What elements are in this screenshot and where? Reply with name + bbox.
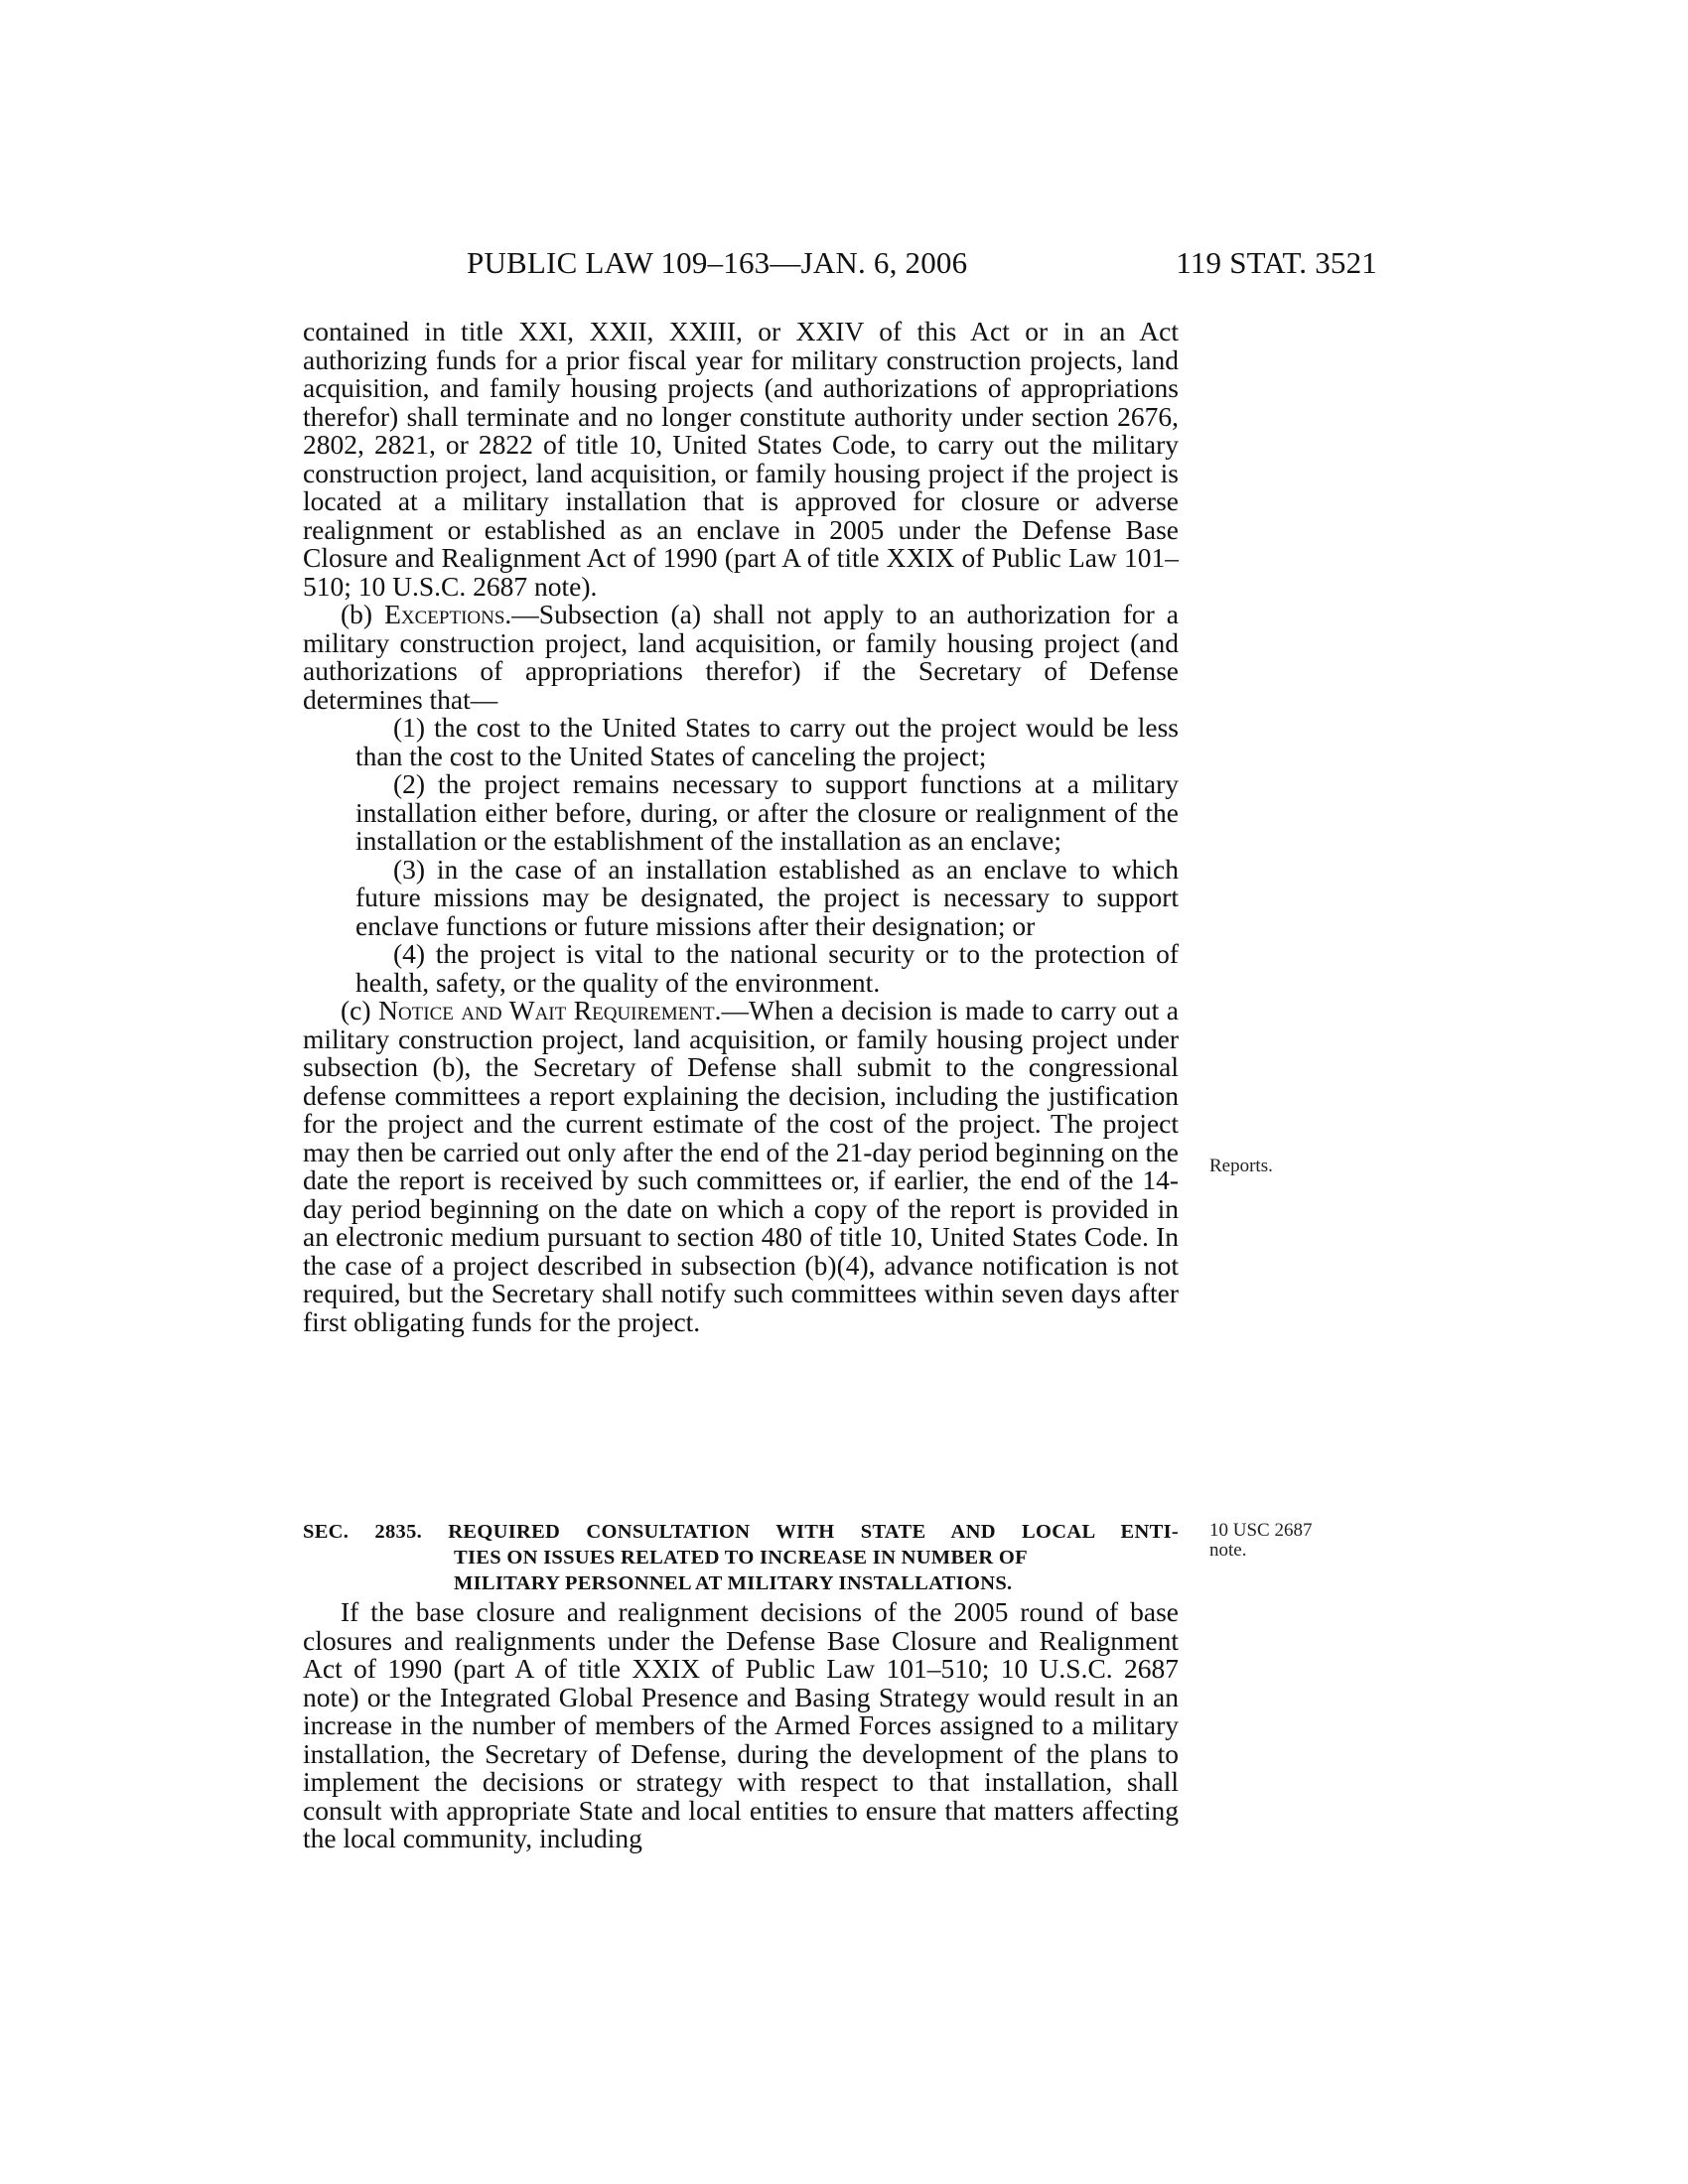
subsection-c-text: .—When a decision is made to carry out a military construction project, land acquisition, or family housing project under subsection (b), the Secretary of Defense shall submit to the congressional defense committees a report explaining the decision, including the justification for the project and the current estimate of the cost of the project. The project may then be carried out only after the end of the 21-day period beginning on the date the report is received by such committees or, if earlier, the end of the 14-day period beginning on the date on which a copy of the report is provided in an electronic medium pursuant to section 480 of title 10, United States Code. In the case of a project described in subsection (b)(4), advance notification is not required, but the Secretary shall notify such committees within seven days after first obligating funds for the project. bbox=[303, 995, 1180, 1337]
continued-paragraph: contained in title XXI, XXII, XXIII, or XXIV of this Act or in an Act authorizing funds for a prior fiscal year for military construction projects, land acquisition, and family housing projects (and authorizations of appropriations therefor) shall terminate and no longer constitute authority under section 2676, 2802, 2821, or 2822 of title 10, United States Code, to carry out the military construction project, land acquisition, or family housing project if the project is located at a military installation that is approved for closure or adverse realignment or established as an enclave in 2005 under the Defense Base Closure and Realignment Act of 1990 (part A of title XXIX of Public Law 101–510; 10 U.S.C. 2687 note). bbox=[303, 316, 1179, 602]
section-2835-heading-line2: TIES ON ISSUES RELATED TO INCREASE IN NUMBER OF bbox=[454, 1547, 1028, 1569]
running-header-title: PUBLIC LAW 109–163—JAN. 6, 2006 bbox=[467, 245, 968, 280]
body-text-bottom bbox=[303, 1598, 1179, 1853]
running-header-stat-page: 119 STAT. 3521 bbox=[1176, 245, 1377, 280]
section-2835-heading-line1: SEC. 2835. REQUIRED CONSULTATION WITH STATE AND LOCAL ENTI- bbox=[303, 1521, 1179, 1543]
section-2835-text: If the base closure and realignment decisions of the 2005 round of base closures and realignments under the Defense Base Closure and Realignment Act of 1990 (part A of title XXIX of Public Law 101–510; 10 U.S.C. 2687 note) or the Integrated Global Presence and Basing Strategy would result in an increase in the number of members of the Armed Forces assigned to a military installation, the Secretary of Defense, during the development of the plans to implement the decisions or strategy with respect to that installation, shall consult with appropriate State and local entities to ensure that matters affecting the local community, including bbox=[303, 1596, 1179, 1853]
subsection-c-heading: Notice and Wait Requirement bbox=[378, 995, 715, 1025]
subsection-b bbox=[303, 601, 1179, 714]
subsection-c bbox=[303, 997, 1179, 1336]
paragraph-3: (3) in the case of an installation established as an enclave to which future missions may be designated, the project is necessary to support enclave functions or future missions after their designation; or bbox=[355, 853, 1179, 941]
section-2835-heading bbox=[303, 1519, 1179, 1596]
margin-note-usc-note: note. bbox=[1209, 1540, 1247, 1561]
subsection-b-text: .—Subsection (a) shall not apply to an authorization for a military construction project, land acquisition, or family housing project (and authorizations of appropriations therefor) if the Secretary of Defense determines that— bbox=[303, 599, 1179, 715]
margin-note-usc-citation: 10 USC 2687 bbox=[1209, 1520, 1313, 1541]
body-text-top bbox=[303, 318, 1179, 1336]
paragraph-4: (4) the project is vital to the national security or to the protection of health, safety, or the quality of the environment. bbox=[355, 938, 1179, 998]
subsection-b-label: (b) bbox=[341, 599, 385, 629]
section-2835-heading-line3: MILITARY PERSONNEL AT MILITARY INSTALLATIONS. bbox=[454, 1572, 1013, 1594]
margin-note-usc bbox=[1209, 1521, 1312, 1561]
paragraph-1: (1) the cost to the United States to carry out the project would be less than the cost to the United States of canceling the project; bbox=[355, 712, 1179, 771]
margin-note-reports: Reports. bbox=[1209, 1156, 1273, 1176]
subsection-b-heading: Exceptions bbox=[384, 599, 505, 629]
paragraph-2: (2) the project remains necessary to support functions at a military installation either before, during, or after the closure or realignment of the installation or the establishment of the installation as an enclave; bbox=[355, 768, 1179, 856]
subsection-c-label: (c) bbox=[341, 995, 379, 1025]
